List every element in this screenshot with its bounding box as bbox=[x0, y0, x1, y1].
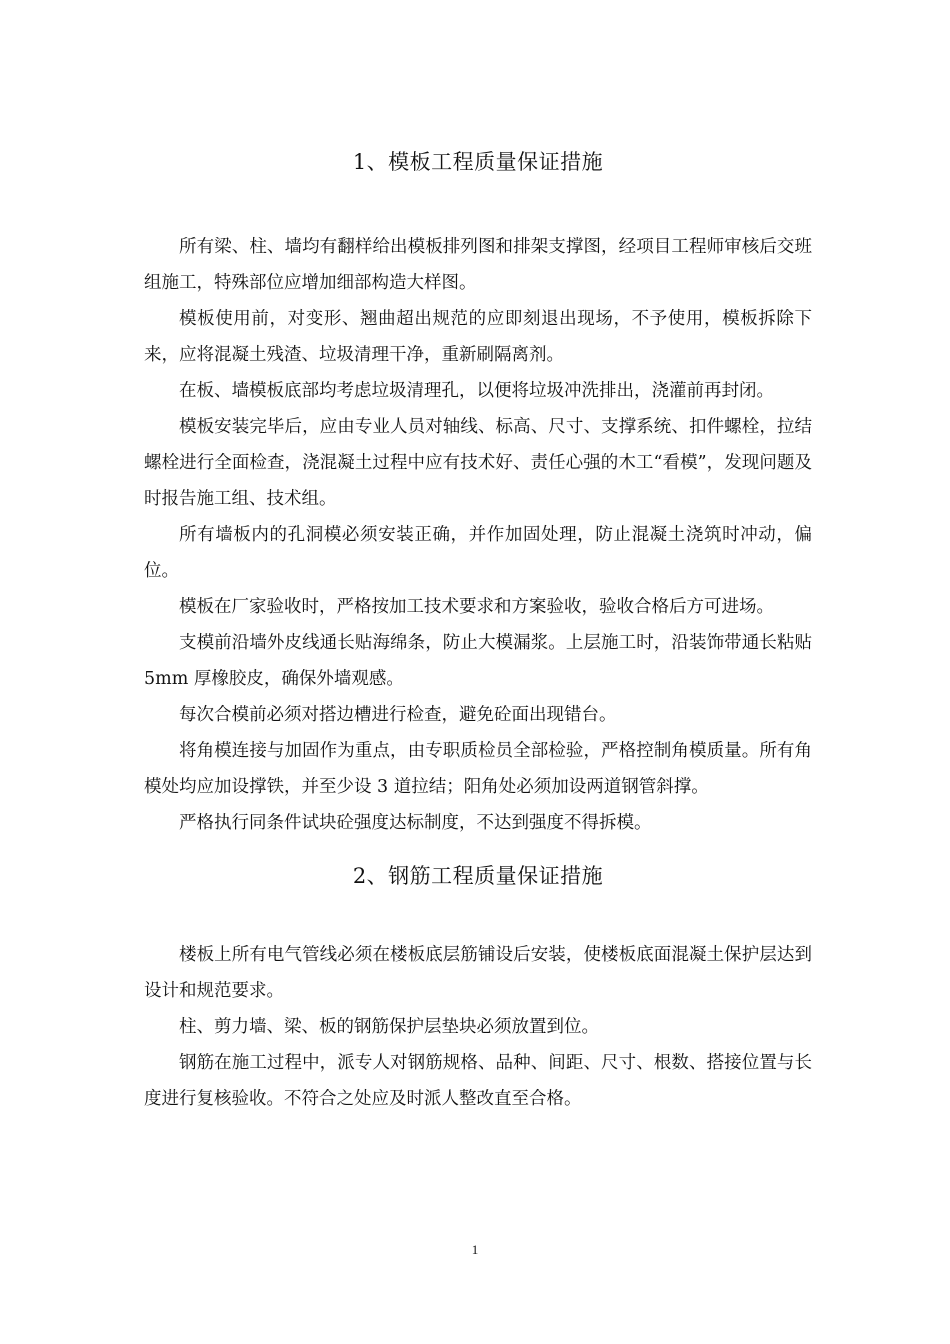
section-1-paragraph: 在板、墙模板底部均考虑垃圾清理孔，以便将垃圾冲洗排出，浇灌前再封闭。 bbox=[179, 381, 774, 401]
section-1-paragraph: 所有墙板内的孔洞模必须安装正确，并作加固处理，防止混凝土浇筑时冲动，偏位。 bbox=[144, 525, 812, 581]
page-number: 1 bbox=[471, 1242, 479, 1257]
section-2-paragraph: 楼板上所有电气管线必须在楼板底层筋铺设后安装，使楼板底面混凝土保护层达到设计和规范要求。 bbox=[144, 945, 812, 1001]
section-1-paragraph: 将角模连接与加固作为重点，由专职质检员全部检验，严格控制角模质量。所有角模处均应加设撑铁，并至少设 3 道拉结；阳角处必须加设两道钢管斜撑。 bbox=[144, 741, 812, 797]
section-1-paragraph: 支模前沿墙外皮线通长贴海绵条，防止大模漏浆。上层施工时，沿装饰带通长粘贴 5mm 厚橡胶皮，确保外墙观感。 bbox=[144, 633, 812, 689]
page-content bbox=[144, 145, 812, 1117]
section-1-paragraph: 模板使用前，对变形、翘曲超出规范的应即刻退出现场，不予使用，模板拆除下来，应将混凝土残渣、垃圾清理干净，重新刷隔离剂。 bbox=[144, 309, 812, 365]
section-1-title: 1、模板工程质量保证措施 bbox=[352, 150, 604, 174]
section-1-paragraph: 所有梁、柱、墙均有翻样给出模板排列图和排架支撑图，经项目工程师审核后交班组施工，特殊部位应增加细部构造大样图。 bbox=[144, 237, 812, 293]
section-2-title: 2、钢筋工程质量保证措施 bbox=[352, 864, 604, 888]
section-1-paragraph: 每次合模前必须对搭边槽进行检查，避免砼面出现错台。 bbox=[179, 705, 617, 725]
section-1-paragraph: 模板安装完毕后，应由专业人员对轴线、标高、尺寸、支撑系统、扣件螺栓，拉结螺栓进行全面检查，浇混凝土过程中应有技术好、责任心强的木工“看模”，发现问题及时报告施工组、技术组。 bbox=[144, 417, 812, 509]
section-1-paragraph: 严格执行同条件试块砼强度达标制度，不达到强度不得拆模。 bbox=[179, 813, 652, 833]
section-2-paragraph: 柱、剪力墙、梁、板的钢筋保护层垫块必须放置到位。 bbox=[179, 1017, 599, 1037]
section-1-paragraph: 模板在厂家验收时，严格按加工技术要求和方案验收，验收合格后方可进场。 bbox=[179, 597, 774, 617]
section-2-paragraph: 钢筋在施工过程中，派专人对钢筋规格、品种、间距、尺寸、根数、搭接位置与长度进行复核验收。不符合之处应及时派人整改直至合格。 bbox=[144, 1053, 812, 1109]
